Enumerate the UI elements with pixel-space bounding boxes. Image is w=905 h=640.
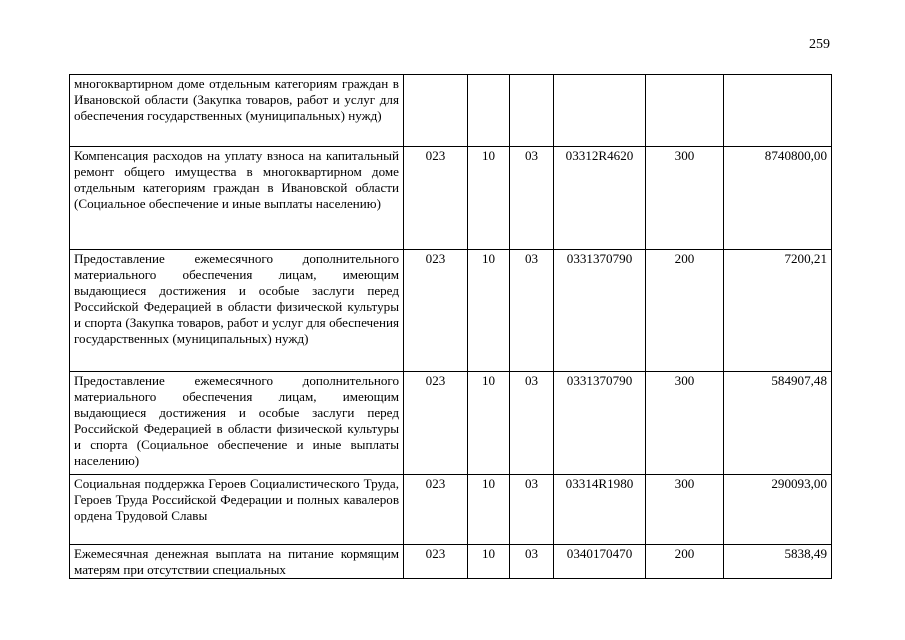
- section-code: 10: [468, 147, 510, 250]
- amount: 8740800,00: [724, 147, 832, 250]
- table-row: [70, 147, 832, 250]
- row-description: многоквартирном доме отдельным категориям граждан в Ивановской области (Закупка товаров, работ и услуг для обеспечения государственных (муниципальных) нужд): [70, 75, 404, 147]
- row-description: Социальная поддержка Героев Социалистического Труда, Героев Труда Российской Федерации и полных кавалеров ордена Трудовой Славы: [70, 475, 404, 545]
- subsection-code: 03: [510, 250, 554, 372]
- subsection-code: 03: [510, 147, 554, 250]
- ministry-code: 023: [404, 250, 468, 372]
- row-description: Ежемесячная денежная выплата на питание кормящим матерям при отсутствии специальных: [70, 545, 404, 579]
- target-article-code: [554, 75, 646, 147]
- subsection-code: 03: [510, 475, 554, 545]
- table-row: [70, 372, 832, 475]
- subsection-code: [510, 75, 554, 147]
- table-row: [70, 250, 832, 372]
- amount: [724, 75, 832, 147]
- section-code: 10: [468, 475, 510, 545]
- expense-type-code: 300: [646, 372, 724, 475]
- amount: 290093,00: [724, 475, 832, 545]
- expense-type-code: 200: [646, 250, 724, 372]
- target-article-code: 0340170470: [554, 545, 646, 579]
- section-code: [468, 75, 510, 147]
- ministry-code: 023: [404, 147, 468, 250]
- subsection-code: 03: [510, 545, 554, 579]
- expense-type-code: 300: [646, 475, 724, 545]
- section-code: 10: [468, 372, 510, 475]
- target-article-code: 0331370790: [554, 372, 646, 475]
- subsection-code: 03: [510, 372, 554, 475]
- target-article-code: 03314R1980: [554, 475, 646, 545]
- table-row: [70, 545, 832, 579]
- row-description: Компенсация расходов на уплату взноса на капитальный ремонт общего имущества в многоквартирном доме отдельным категориям граждан в Ивановской области (Социальное обеспечение и иные выплаты населению): [70, 147, 404, 250]
- expense-type-code: 200: [646, 545, 724, 579]
- amount: 7200,21: [724, 250, 832, 372]
- amount: 5838,49: [724, 545, 832, 579]
- target-article-code: 0331370790: [554, 250, 646, 372]
- section-code: 10: [468, 250, 510, 372]
- section-code: 10: [468, 545, 510, 579]
- table-row: [70, 75, 832, 147]
- ministry-code: 023: [404, 545, 468, 579]
- amount: 584907,48: [724, 372, 832, 475]
- row-description: Предоставление ежемесячного дополнительного материального обеспечения лицам, имеющим выдающиеся достижения и особые заслуги перед Российской Федерацией в области физической культуры и спорта (Закупка товаров, работ и услуг для обеспечения государственных (муниципальных) нужд): [70, 250, 404, 372]
- row-description: Предоставление ежемесячного дополнительного материального обеспечения лицам, имеющим выдающиеся достижения и особые заслуги перед Российской Федерацией в области физической культуры и спорта (Социальное обеспечение и иные выплаты населению): [70, 372, 404, 475]
- ministry-code: [404, 75, 468, 147]
- budget-table: [69, 74, 832, 579]
- ministry-code: 023: [404, 372, 468, 475]
- page-number: 259: [809, 37, 830, 52]
- expense-type-code: 300: [646, 147, 724, 250]
- ministry-code: 023: [404, 475, 468, 545]
- expense-type-code: [646, 75, 724, 147]
- target-article-code: 03312R4620: [554, 147, 646, 250]
- table-row: [70, 475, 832, 545]
